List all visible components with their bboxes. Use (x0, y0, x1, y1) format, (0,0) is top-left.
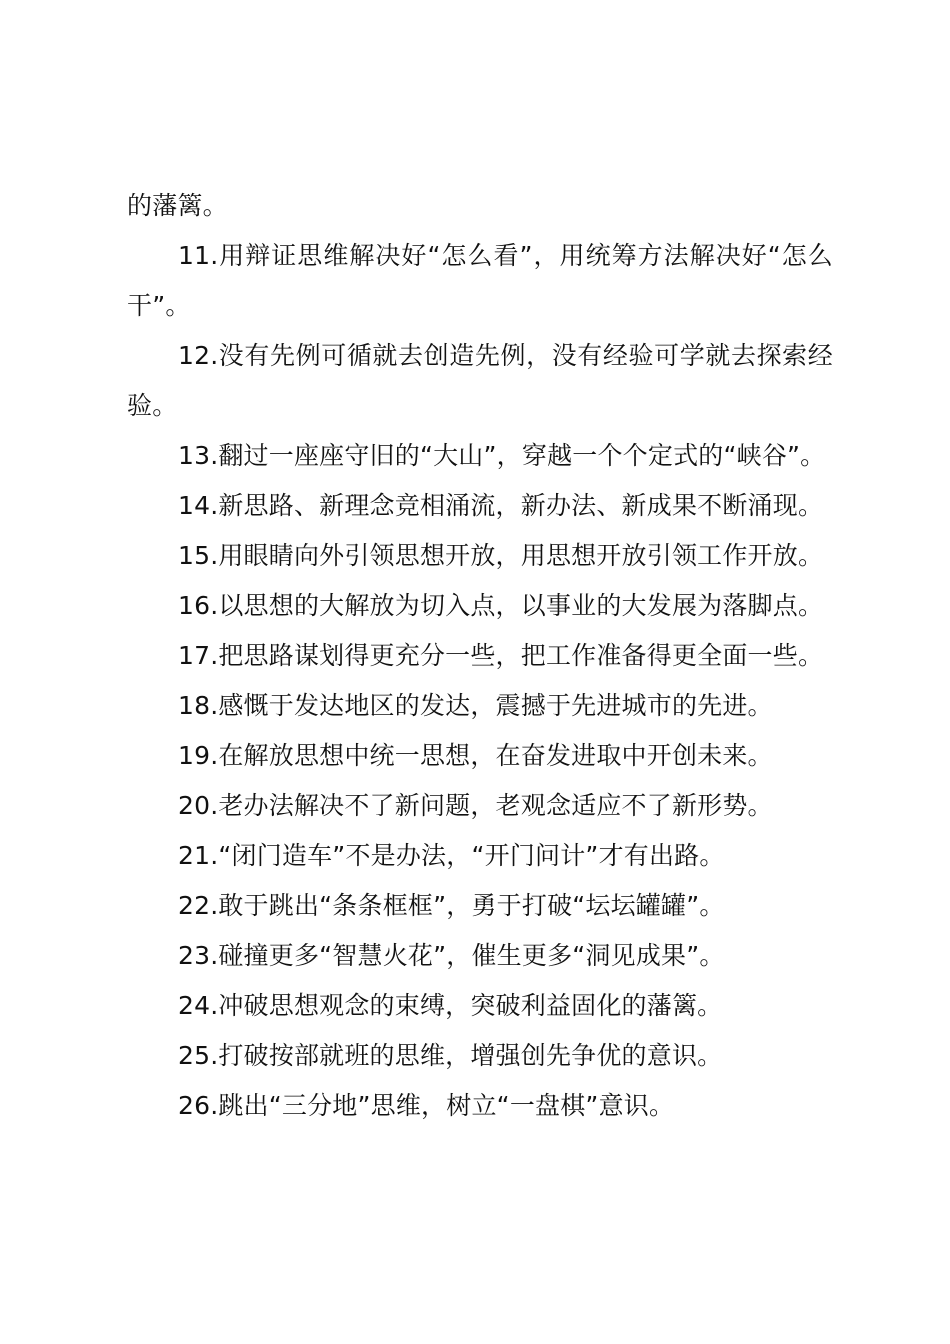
paragraph-item-12: 12.没有先例可循就去创造先例，没有经验可学就去探索经验。 (127, 341, 833, 420)
paragraph-item-19: 19.在解放思想中统一思想，在奋发进取中开创未来。 (178, 741, 773, 770)
document-body (127, 181, 833, 1131)
paragraph-item-15: 15.用眼睛向外引领思想开放，用思想开放引领工作开放。 (178, 541, 824, 570)
paragraph-item-25: 25.打破按部就班的思维，增强创先争优的意识。 (178, 1041, 723, 1070)
paragraph-item-11: 11.用辩证思维解决好“怎么看”，用统筹方法解决好“怎么干”。 (127, 241, 833, 320)
paragraph-item-26: 26.跳出“三分地”思维，树立“一盘棋”意识。 (178, 1091, 675, 1120)
paragraph-item-22: 22.敢于跳出“条条框框”，勇于打破“坛坛罐罐”。 (178, 891, 725, 920)
paragraph-item-21: 21.“闭门造车”不是办法，“开门问计”才有出路。 (178, 841, 725, 870)
paragraph-continuation: 的藩篱。 (127, 191, 228, 220)
paragraph-item-23: 23.碰撞更多“智慧火花”，催生更多“洞见成果”。 (178, 941, 725, 970)
paragraph-item-17: 17.把思路谋划得更充分一些，把工作准备得更全面一些。 (178, 641, 824, 670)
paragraph-item-14: 14.新思路、新理念竞相涌流，新办法、新成果不断涌现。 (178, 491, 824, 520)
paragraph-item-24: 24.冲破思想观念的束缚，突破利益固化的藩篱。 (178, 991, 723, 1020)
paragraph-item-18: 18.感慨于发达地区的发达，震撼于先进城市的先进。 (178, 691, 773, 720)
paragraph-item-13: 13.翻过一座座守旧的“大山”，穿越一个个定式的“峡谷”。 (178, 441, 826, 470)
paragraph-item-20: 20.老办法解决不了新问题，老观念适应不了新形势。 (178, 791, 773, 820)
paragraph-item-16: 16.以思想的大解放为切入点，以事业的大发展为落脚点。 (178, 591, 824, 620)
